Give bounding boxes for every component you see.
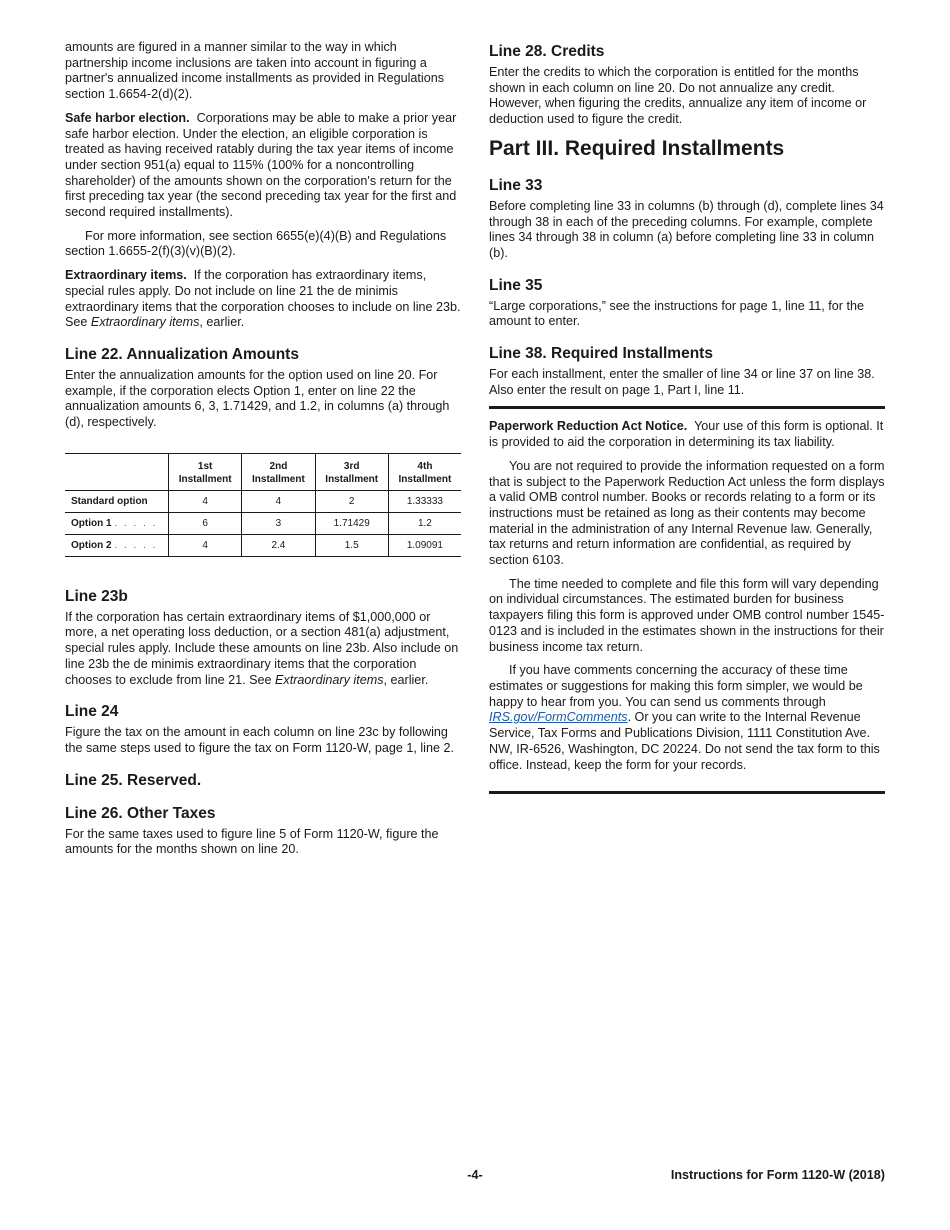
more-info-paragraph: For more information, see section 6655(e)(4)(B) and Regulations section 1.6655-2(f)(3)(v)(B)(2).: [65, 228, 447, 259]
row-label-text: Standard option: [71, 495, 148, 507]
table-cell: 2: [315, 490, 388, 512]
row-label: [65, 490, 169, 512]
page-number: -4-: [467, 1168, 483, 1182]
comments-paragraph: [489, 663, 885, 773]
paperwork-paragraph: [489, 419, 885, 450]
table-cell: 4: [242, 490, 315, 512]
line25-heading: Line 25. Reserved.: [65, 771, 202, 789]
line24-heading: Line 24: [65, 703, 119, 721]
header-label: Installment: [325, 473, 379, 485]
paperwork-text: Your use of this form is optional. It is provided to aid the corporation in determining its tax liability.: [489, 419, 884, 450]
table-cell: 1.33333: [388, 490, 461, 512]
omb-paragraph: You are not required to provide the information requested on a form that is subject to the Paperwork Reduction Act unless the form displays a valid OMB control number. Books or records relating to a form or its instructions must be retained as long as their contents may become material in the administration of any Internal Revenue law. Generally, tax returns and return information are confidential, as required by section 6103.: [489, 458, 885, 568]
form-comments-link[interactable]: IRS.gov/FormComments: [489, 710, 628, 725]
row-label-text: Option 2: [71, 539, 112, 551]
row-label-text: Option 1: [71, 517, 112, 529]
comments-text-a: If you have comments concerning the accuracy of these time estimates or suggestions for making this form simpler, we would be happy to hear from you. You can send us comments through: [489, 663, 863, 709]
end-divider: [489, 791, 885, 794]
line23b-tail: , earlier.: [383, 672, 429, 687]
line22-text: Enter the annualization amounts for the option used on line 20. For example, if the corporation elects Option 1, enter on line 22 the annualization amounts 6, 3, 1.71429, and 1.2, in columns (a) through (d), respectively.: [65, 367, 450, 430]
leader-dots: . . . . .: [114, 539, 158, 551]
left-column: [65, 40, 461, 866]
line35-heading: Line 35: [489, 276, 543, 294]
line23b-text-paragraph: [65, 610, 461, 689]
table-header-4th: [388, 453, 461, 490]
extraordinary-items-paragraph: [65, 268, 461, 331]
page-footer: [65, 1168, 885, 1186]
header-ordinal: 1st: [197, 460, 213, 472]
line33-heading: Line 33: [489, 176, 543, 194]
header-label: Installment: [178, 473, 232, 485]
right-column: [489, 40, 885, 794]
line23b-heading: Line 23b: [65, 587, 128, 605]
table-header-row: [65, 453, 461, 490]
document-title: Instructions for Form 1120-W (2018): [670, 1168, 885, 1182]
header-ordinal: 4th: [417, 460, 433, 472]
line28-heading: Line 28. Credits: [489, 43, 605, 60]
header-label: Installment: [398, 473, 452, 485]
safe-harbor-heading: Safe harbor election.: [65, 110, 190, 125]
table-row: [65, 534, 461, 556]
table-cell: 1.2: [388, 512, 461, 534]
line23b-text: If the corporation has certain extraordinary items of $1,000,000 or more, a net operating loss deduction, or a section 481(a) adjustment, special rules apply. Include these amounts on line 23b. Also include on line 23b the de minimis extraordinary items that the corporation chooses to exclude from line 21. See: [65, 609, 459, 687]
line22-heading: Line 22. Annualization Amounts: [65, 345, 299, 363]
intro-paragraph: amounts are figured in a manner similar to the way in which partnership income inclusions are taken into account in figuring a partner's annualized income installments as provided in Regulations section 1.6654-2(d)(2).: [65, 40, 445, 102]
table-cell: 1.71429: [315, 512, 388, 534]
table-header-empty: [65, 453, 169, 490]
time-paragraph: The time needed to complete and file this form will vary depending on individual circumstances. The estimated burden for business taxpayers filing this form is approved under OMB control number 1545-0123 and is included in the estimates shown in the instructions for their business income tax return.: [489, 576, 885, 654]
extraordinary-items-ref: Extraordinary items: [90, 315, 200, 330]
part3-heading: Part III. Required Installments: [489, 136, 785, 160]
safe-harbor-paragraph: [65, 111, 461, 221]
table-cell: 2.4: [242, 534, 315, 556]
line38-heading: Line 38. Required Installments: [489, 345, 713, 363]
comments-text-b: . Or you can write to the Internal Revenue Service, Tax Forms and Publications Division, 1111 Constitution Ave. NW, IR-6526, Washington, DC 20224. Do not send the tax form to this office. Instead, keep the form for your records.: [489, 710, 880, 772]
annualization-table: [65, 453, 461, 557]
header-label: Installment: [252, 473, 305, 485]
line26-heading: Line 26. Other Taxes: [65, 804, 216, 822]
section-divider: [489, 406, 885, 409]
row-label: [65, 512, 169, 534]
table-row: [65, 512, 461, 534]
table-header-1st: [169, 453, 242, 490]
table-header-2nd: [242, 453, 315, 490]
line26-text: For the same taxes used to figure line 5 of Form 1120-W, figure the amounts for the months shown on line 20.: [65, 826, 439, 857]
extraordinary-items-heading: Extraordinary items.: [65, 268, 187, 283]
paperwork-heading: Paperwork Reduction Act Notice.: [489, 419, 688, 434]
extraordinary-items-tail: , earlier.: [199, 315, 245, 330]
table-cell: 6: [169, 512, 242, 534]
line38-text: For each installment, enter the smaller of line 34 or line 37 on line 38. Also enter the result on page 1, Part I, line 11.: [489, 367, 875, 397]
table-cell: 1.09091: [388, 534, 461, 556]
header-ordinal: 2nd: [269, 460, 288, 472]
table-header-3rd: [315, 453, 388, 490]
table-cell: 3: [242, 512, 315, 534]
line28-text: Enter the credits to which the corporation is entitled for the months shown in each column on line 20. Do not annualize any credit. However, when figuring the credits, annualize any item of income or deduction used to figure the credit.: [489, 65, 867, 127]
line23b-ref: Extraordinary items: [275, 672, 384, 687]
line24-text: Figure the tax on the amount in each column on line 23c by following the same steps used to figure the tax on Form 1120-W, page 1, line 2.: [65, 725, 454, 755]
table-cell: 4: [169, 534, 242, 556]
table-cell: 4: [169, 490, 242, 512]
line33-text: Before completing line 33 in columns (b) through (d), complete lines 34 through 38 in each of the preceding columns. For example, complete lines 34 through 38 in column (a) before completing line 33 in column (b).: [489, 198, 884, 260]
extraordinary-items-text: If the corporation has extraordinary items, special rules apply. Do not include on line 21 the de minimis extraordinary items that the corporation chooses to include on line 23b. See: [65, 268, 461, 330]
header-ordinal: 3rd: [343, 460, 360, 472]
safe-harbor-text: Corporations may be able to make a prior year safe harbor election. Under the election, an eligible corporation is treated as having received ratably during the tax year items of income under section 951(a) equal to 115% (100% for a noncontrolling shareholder) of the amounts shown on the corporation's return for the first preceding tax year (the second preceding tax year for the first and second required installments).: [65, 110, 457, 220]
line35-text: “Large corporations,” see the instructions for page 1, line 11, for the amount to enter.: [489, 298, 864, 329]
leader-dots: . . . . .: [114, 517, 158, 529]
row-label: [65, 534, 169, 556]
table-cell: 1.5: [315, 534, 388, 556]
table-row: [65, 490, 461, 512]
